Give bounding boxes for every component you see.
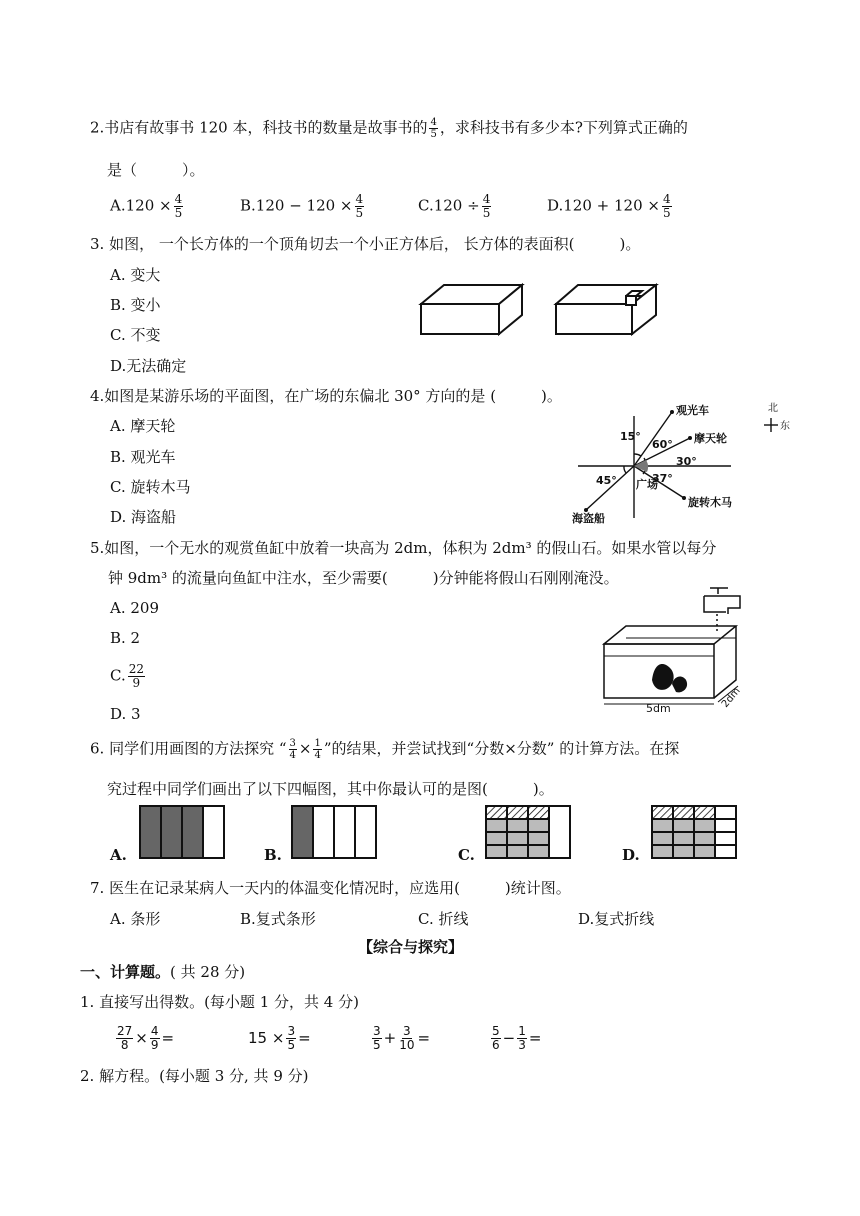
map-angle-45: 45° [596,474,617,487]
calc-item-1: $\frac{27}{8}$ × $\frac{4}{9}$ = [117,1024,175,1052]
q6-figure-label-d: D. [622,846,640,864]
q3-option-d: D.无法确定 [110,357,187,375]
q2-option-c: C.120 ÷ $\frac{4}{5}$ [418,192,491,220]
q3-option-c: C. 不变 [110,326,161,344]
q5-stem-line2: 钟 9dm³ 的流量向鱼缸中注水，至少需要( )分钟能将假山石刚刚淹没。 [108,569,619,587]
tank-length-label: 5dm [646,702,671,715]
map-angle-15: 15° [620,430,641,443]
map-angle-30: 30° [676,455,697,468]
q6-figure-label-a: A. [110,846,127,864]
q7-option-d: D.复式折线 [578,910,655,928]
q4-option-b: B. 观光车 [110,448,176,466]
part1-sub2: 2. 解方程。(每小题 3 分, 共 9 分) [80,1067,309,1085]
q2-fraction: $\frac{4}{5}$ [430,117,437,140]
q4-option-d: D. 海盗船 [110,508,177,526]
q6-stem-line2: 究过程中同学们画出了以下四幅图，其中你最认可的是图( )。 [107,780,554,798]
map-east-label: 东 [780,421,790,432]
q6-stem-line1: 6. 同学们用画图的方法探究 “ $\frac{3}{4}$ × $\frac{1}{4}$ ”的结果，并尝试找到“分数×分数” 的计算方法。在探 [90,738,680,761]
calc-item-2: 15 × $\frac{3}{5}$ = [248,1024,311,1052]
map-place-haidaochuan: 海盗船 [572,512,605,525]
map-angle-37: 37° [652,472,673,485]
q3-option-a: A. 变大 [110,266,161,284]
q6-figure-label-b: B. [264,846,282,864]
q4-option-c: C. 旋转木马 [110,478,191,496]
q5-stem-line1: 5.如图，一个无水的观赏鱼缸中放着一块高为 2dm，体积为 2dm³ 的假山石。如果水管以每分 [90,539,717,557]
map-center-label: 广场 [636,478,658,491]
q2-stem-b: ，求科技书有多少本?下列算式正确的 [439,118,688,137]
q4-stem: 4.如图是某游乐场的平面图，在广场的东偏北 30° 方向的是 ( )。 [90,387,562,405]
q5-option-d: D. 3 [110,705,141,723]
q2-option-d: D.120 + 120 × $\frac{4}{5}$ [547,192,671,220]
map-north-label: 北 [768,403,778,414]
q3-stem: 3. 如图， 一个长方体的一个顶角切去一个小正方体后， 长方体的表面积( )。 [90,235,641,253]
q2-stem-a: 2.书店有故事书 120 本，科技书的数量是故事书的 [90,118,428,137]
q7-option-a: A. 条形 [110,910,161,928]
map-angle-60: 60° [652,438,673,451]
q5-option-b: B. 2 [110,629,141,647]
q2-stem-line2: 是（ ）。 [107,161,205,179]
part1-sub1: 1. 直接写出得数。(每小题 1 分，共 4 分) [80,993,359,1011]
q2-option-b: B.120 − 120 × $\frac{4}{5}$ [240,192,364,220]
q4-option-a: A. 摩天轮 [110,417,176,435]
map-place-motianlun: 摩天轮 [694,432,727,445]
tank-width-label: 2dm [719,685,743,710]
q6-figure-label-c: C. [458,846,475,864]
q7-option-b: B.复式条形 [240,910,316,928]
calc-item-3: $\frac{3}{5}$ + $\frac{3}{10}$ = [373,1024,431,1052]
part1-heading: 一、计算题。( 共 28 分) [80,963,246,981]
map-place-xuanzhuanmuma: 旋转木马 [688,496,732,509]
section-title: 【综合与探究】 [358,938,464,956]
q7-option-c: C. 折线 [418,910,469,928]
q7-stem: 7. 医生在记录某病人一天内的体温变化情况时，应选用( )统计图。 [90,879,571,897]
calc-item-4: $\frac{5}{6}$ − $\frac{1}{3}$ = [492,1024,542,1052]
q5-option-a: A. 209 [110,599,159,617]
q3-option-b: B. 变小 [110,296,161,314]
map-place-guanguangche: 观光车 [676,404,709,417]
q5-option-c: C. $\frac{22}{9}$ [110,662,144,690]
q2-option-a: A.120 × $\frac{4}{5}$ [110,192,183,220]
